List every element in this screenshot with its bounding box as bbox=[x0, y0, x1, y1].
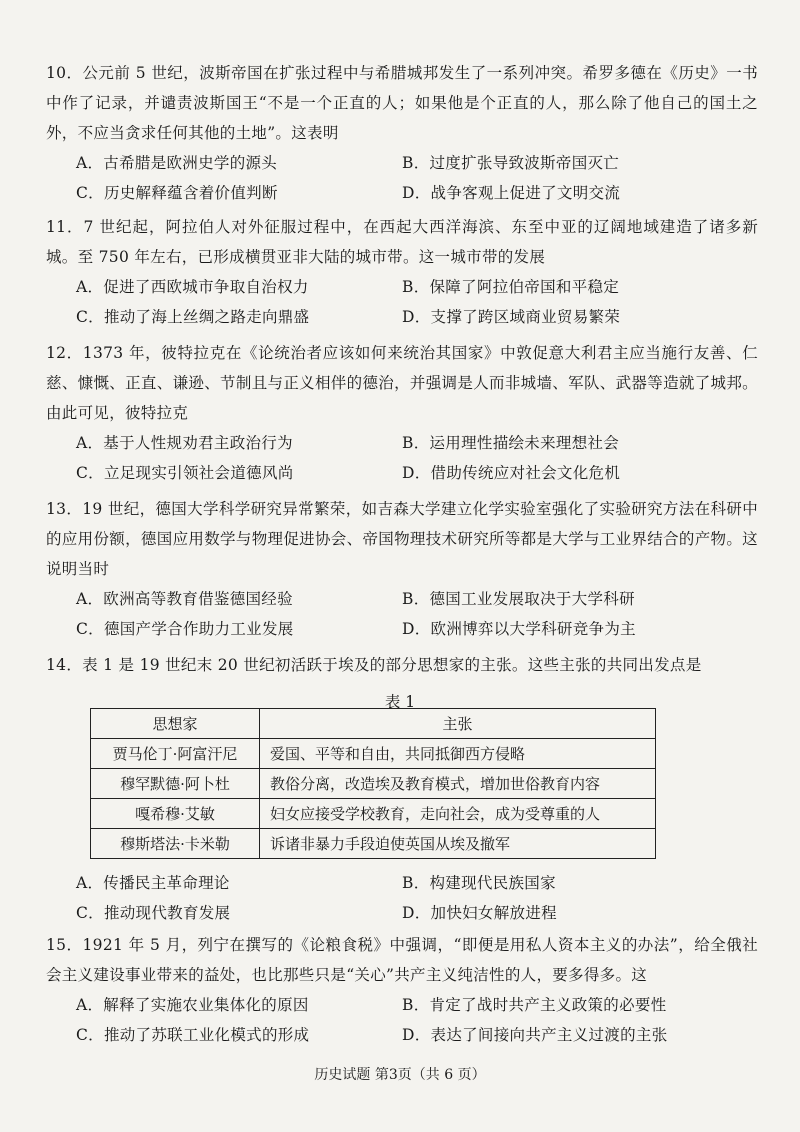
option-d: D．借助传统应对社会文化危机 bbox=[402, 464, 621, 482]
thinker-name: 嘎希穆·艾敏 bbox=[91, 799, 260, 829]
question-stem: 14．表 1 是 19 世纪末 20 世纪初活跃于埃及的部分思想家的主张。这些主张的共同出发点是 bbox=[46, 656, 702, 674]
thinker-name: 穆罕默德·阿卜杜 bbox=[91, 769, 260, 799]
thinker-name: 贾马伦丁·阿富汗尼 bbox=[91, 739, 260, 769]
option-list bbox=[76, 868, 758, 928]
option-b: B．保障了阿拉伯帝国和平稳定 bbox=[402, 278, 620, 296]
table-row bbox=[91, 769, 656, 799]
option-b: B．运用理性描绘未来理想社会 bbox=[402, 434, 620, 452]
option-c: C．推动了苏联工业化模式的形成 bbox=[76, 1026, 310, 1044]
table-row bbox=[91, 799, 656, 829]
option-a: A．古希腊是欧洲史学的源头 bbox=[76, 154, 278, 172]
question-14 bbox=[46, 650, 758, 680]
option-list bbox=[76, 148, 758, 208]
thinker-proposition: 诉诸非暴力手段迫使英国从埃及撤军 bbox=[260, 829, 656, 859]
option-a: A．解释了实施农业集体化的原因 bbox=[76, 996, 309, 1014]
thinker-proposition: 爱国、平等和自由，共同抵御西方侵略 bbox=[260, 739, 656, 769]
option-list bbox=[76, 990, 758, 1050]
question-13 bbox=[46, 494, 758, 644]
option-list bbox=[76, 584, 758, 644]
question-stem: 11．7 世纪起，阿拉伯人对外征服过程中，在西起大西洋海滨、东至中亚的辽阔地域建造了诸多新城。至 750 年左右，已形成横贯亚非大陆的城市带。这一城市带的发展 bbox=[46, 218, 758, 266]
option-b: B．构建现代民族国家 bbox=[402, 874, 556, 892]
thinker-proposition: 妇女应接受学校教育，走向社会，成为受尊重的人 bbox=[260, 799, 656, 829]
option-b: B．肯定了战时共产主义政策的必要性 bbox=[402, 996, 667, 1014]
question-stem: 15．1921 年 5 月，列宁在撰写的《论粮食税》中强调，“即便是用私人资本主义的办法”，给全俄社会主义建设事业带来的益处，也比那些只是“关心”共产主义纯洁性的人，要多得多。这 bbox=[46, 936, 758, 984]
option-d: D．战争客观上促进了文明交流 bbox=[402, 184, 621, 202]
table-row bbox=[91, 739, 656, 769]
question-11 bbox=[46, 212, 758, 332]
option-d: D．加快妇女解放进程 bbox=[402, 904, 557, 922]
question-12 bbox=[46, 338, 758, 488]
option-c: C．历史解释蕴含着价值判断 bbox=[76, 184, 278, 202]
option-a: A．基于人性规劝君主政治行为 bbox=[76, 434, 293, 452]
header-thinker: 思想家 bbox=[91, 709, 260, 739]
page-footer: 历史试题 第3页（共 6 页） bbox=[314, 1067, 486, 1083]
option-d: D．支撑了跨区域商业贸易繁荣 bbox=[402, 308, 621, 326]
question-15 bbox=[46, 930, 758, 1050]
thinker-name: 穆斯塔法·卡米勒 bbox=[91, 829, 260, 859]
option-list bbox=[76, 272, 758, 332]
question-10 bbox=[46, 58, 758, 208]
option-b: B．德国工业发展取决于大学科研 bbox=[402, 590, 635, 608]
table-row bbox=[91, 829, 656, 859]
thinker-proposition: 教俗分离，改造埃及教育模式，增加世俗教育内容 bbox=[260, 769, 656, 799]
option-c: C．立足现实引领社会道德风尚 bbox=[76, 464, 294, 482]
thinkers-table bbox=[90, 708, 656, 859]
option-a: A．促进了西欧城市争取自治权力 bbox=[76, 278, 309, 296]
question-stem: 12．1373 年，彼特拉克在《论统治者应该如何来统治其国家》中敦促意大利君主应当施行友善、仁慈、慷慨、正直、谦逊、节制且与正义相伴的德治，并强调是人而非城墙、军队、武器等造就了城邦。由此可见，彼特拉克 bbox=[46, 344, 758, 422]
header-proposition: 主张 bbox=[260, 709, 656, 739]
question-14-options bbox=[46, 868, 758, 928]
question-stem: 10．公元前 5 世纪，波斯帝国在扩张过程中与希腊城邦发生了一系列冲突。希罗多德在《历史》一书中作了记录，并谴责波斯国王“不是一个正直的人；如果他是个正直的人，那么除了他自己的国土之外，不应当贪求任何其他的土地”。这表明 bbox=[46, 64, 758, 142]
question-stem: 13．19 世纪，德国大学科学研究异常繁荣，如吉森大学建立化学实验室强化了实验研究方法在科研中的应用份额，德国应用数学与物理促进协会、帝国物理技术研究所等都是大学与工业界结合的产物。这说明当时 bbox=[46, 500, 758, 578]
table-header-row bbox=[91, 709, 656, 739]
option-a: A．传播民主革命理论 bbox=[76, 874, 230, 892]
option-a: A．欧洲高等教育借鉴德国经验 bbox=[76, 590, 293, 608]
table-title: 表 1 bbox=[384, 693, 416, 711]
option-list bbox=[76, 428, 758, 488]
option-c: C．推动现代教育发展 bbox=[76, 904, 231, 922]
option-c: C．德国产学合作助力工业发展 bbox=[76, 620, 294, 638]
option-b: B．过度扩张导致波斯帝国灭亡 bbox=[402, 154, 620, 172]
option-d: D．欧洲博弈以大学科研竞争为主 bbox=[402, 620, 636, 638]
option-d: D．表达了间接向共产主义过渡的主张 bbox=[402, 1026, 668, 1044]
option-c: C．推动了海上丝绸之路走向鼎盛 bbox=[76, 308, 310, 326]
